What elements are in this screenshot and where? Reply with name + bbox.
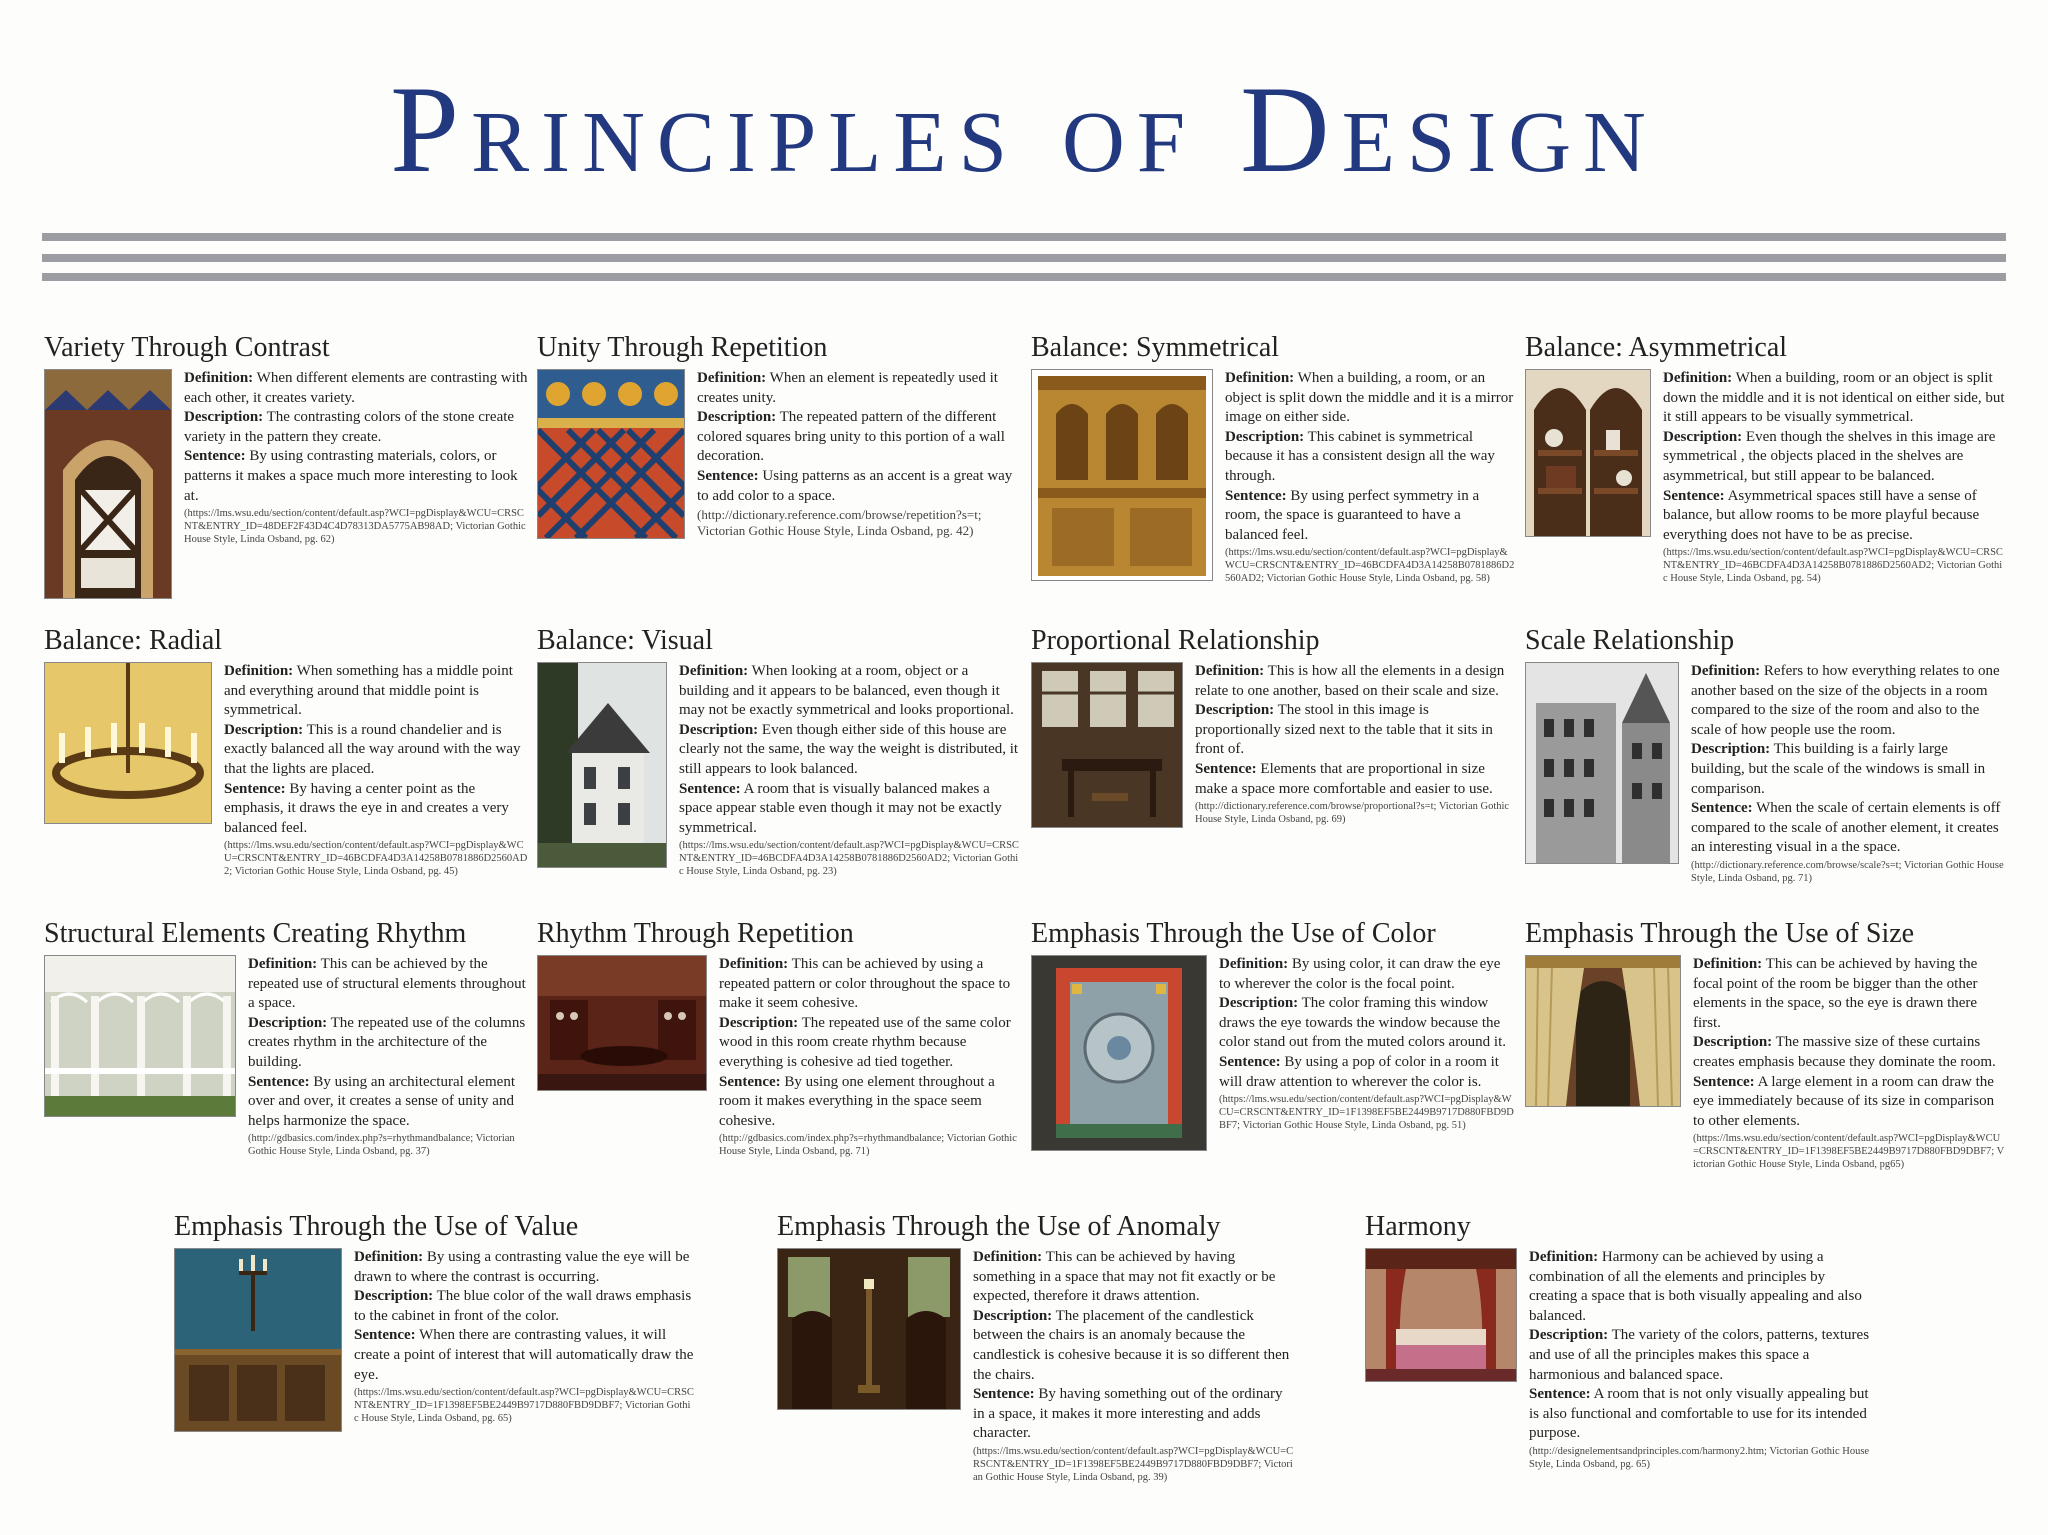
section-heading: Balance: Asymmetrical [1525,332,1788,363]
section-heading: Balance: Radial [44,625,223,656]
section-heading: Emphasis Through the Use of Value [174,1211,579,1242]
definition-text: By using a contrasting value the eye will be drawn to where the contrast is occurring. [354,1249,690,1285]
title-rule-top [42,233,2006,241]
definition-text: This can be achieved by having the focal point of the room be bigger than the other elements in the space, so the eye is drawn there first. [1693,956,1978,1031]
section-heading: Harmony [1365,1211,1471,1242]
large-curtains-photo [1525,955,1681,1107]
definition-text: Refers to how everything relates to one another based on the size of the objects in a room compared to the size of the room and also to the scale of how people use the room. [1691,663,2000,738]
large-building-photo [1525,662,1679,864]
section-heading: Balance: Symmetrical [1031,332,1280,363]
section-heading: Emphasis Through the Use of Anomaly [777,1211,1221,1242]
definition-text: This can be achieved by having something in a space that may not fit exactly or be expected, therefore it draws attention. [973,1249,1276,1305]
sentence-text: By using contrasting materials, colors, or patterns it makes a space much more interesting to look at. [184,448,518,504]
definition-text: When a building, room or an object is split down the middle and it is not identical on either side, but it still appears to be visually symmetrical. [1663,370,2005,426]
citation: (https://lms.wsu.edu/section/content/default.asp?WCI=pgDisplay&WCU=CRSCNT&ENTRY_ID=1F1398EF5BE2449B9717D880FBD9DBF7; Victorian Gothic House Style, Linda Osband, pg. 51) [1219,1094,1514,1132]
citation: (http://dictionary.reference.com/browse/repetition?s=t; Victorian Gothic House Style, Linda Osband, pg. 42) [697,507,982,539]
sentence-text: By having something out of the ordinary in a space, it makes it more interesting and adds character. [973,1386,1283,1442]
section-balance-visual: Balance: Visual Definition: When looking at a room, object or a building and it appears to be balanced, even though it may not be exactly symmetrical and looks proportional. Description: Even though either side of this house are clearly not the same, the way the weight is distributed, it still appears to look balanced. Sentence: A room that is visually balanced makes a space appear stable even though it may not be exactly symmetrical. (https://lms.wsu.edu/section/content/default.asp?WCI=pgDisplay&WCU=CRSCNT&ENTRY_ID=46BCDFA4D3A14258B0781886D2560AD2; Victorian Gothic House Style, Linda Osband, pg. 23) [537,624,1021,878]
sentence-text: Asymmetrical spaces still have a sense of balance, but allow rooms to be more playful because everything does not have to be as precise. [1663,487,1980,543]
section-structural-elements-creating-rhythm: Structural Elements Creating Rhythm Definition: This can be achieved by the repeated use of structural elements throughout a space. Description: The repeated use of the columns creates rhythm in the architecture of the building. Sentence: By using an architectural element over and over, it creates a sense of unity and helps harmonize the space. (http://gdbasics.com/index.php?s=rhythmandbalance; Victorian Gothic House Style, Linda Osband, pg. 37) [44,917,528,1158]
blue-wall-cabinet-photo [174,1248,342,1432]
definition-text: This is how all the elements in a design relate to one another, based on their scale and size. [1195,663,1505,699]
description-text: The massive size of these curtains creates emphasis because they dominate the room. [1693,1034,1996,1070]
description-text: This is a round chandelier and is exactly balanced all the way around with the way that the lights are placed. [224,721,521,777]
victorian-house-photo [537,662,667,868]
section-harmony: Harmony Definition: Harmony can be achieved by using a combination of all the elements and principles by creating a space that is both visually appealing and also balanced. Description: The variety of the colors, patterns, textures and use of all the principles makes this space a harmonious and balanced space. Sentence: A room that is not only visually appealing but is also functional and comfortable to use for its intended purpose. (http://designelementsandprinciples.com/harmony2.htm; Victorian Gothic House Style, Linda Osband, pg. 65) [1365,1210,1875,1471]
citation: (http://gdbasics.com/index.php?s=rhythmandbalance; Victorian Gothic House Style, Linda Osband, pg. 37) [248,1133,515,1158]
citation: (https://lms.wsu.edu/section/content/default.asp?WCI=pgDisplay&WCU=CRSCNT&ENTRY_ID=46BCDFA4D3A14258B0781886D2560AD2; Victorian Gothic House Style, Linda Osband, pg. 58) [1225,547,1515,585]
title-rule-middle [42,254,2006,262]
section-variety-through-contrast: Variety Through Contrast Definition: When different elements are contrasting with each other, it creates variety. Description: The contrasting colors of the stone create variety in the pattern they create. Sentence: By using contrasting materials, colors, or patterns it makes a space much more interesting to look at. (https://lms.wsu.edu/section/content/default.asp?WCI=pgDisplay&WCU=CRSCNT&ENTRY_ID=48DEF2F43D4C4D78313DA5775AB98AD; Victorian Gothic House Style, Linda Osband, pg. 62) [44,331,528,599]
section-emphasis-through-color: Emphasis Through the Use of Color Definition: By using color, it can draw the eye to wherever the color is the focal point. Description: The color framing this window draws the eye towards the window because the color stand out from the muted colors around it. Sentence: By using a pop of color in a room it will draw attention to wherever the color is. (https://lms.wsu.edu/section/content/default.asp?WCI=pgDisplay&WCU=CRSCNT&ENTRY_ID=1F1398EF5BE2449B9717D880FBD9DBF7; Victorian Gothic House Style, Linda Osband, pg. 51) [1031,917,1515,1151]
title-rule-bottom [42,273,2006,281]
section-proportional-relationship: Proportional Relationship Definition: This is how all the elements in a design relate to one another, based on their scale and size. Description: The stool in this image is proportionally sized next to the table that it sits in front of. Sentence: Elements that are proportional in size make a space more comfortable and easier to use. (http://dictionary.reference.com/browse/proportional?s=t; Victorian Gothic House Style, Linda Osband, pg. 69) [1031,624,1515,828]
section-emphasis-through-anomaly: Emphasis Through the Use of Anomaly Definition: This can be achieved by having something in a space that may not fit exactly or be expected, therefore it draws attention. Description: The placement of the candlestick between the chairs is an anomaly because the candlestick is cohesive because it is so different then the chairs. Sentence: By having something out of the ordinary in a space, it makes it more interesting and adds character. (https://lms.wsu.edu/section/content/default.asp?WCI=pgDisplay&WCU=CRSCNT&ENTRY_ID=1F1398EF5BE2449B9717D880FBD9DBF7; Victorian Gothic House Style, Linda Osband, pg. 39) [777,1210,1297,1484]
definition-text: When different elements are contrasting with each other, it creates variety. [184,370,528,406]
section-emphasis-through-value: Emphasis Through the Use of Value Definition: By using a contrasting value the eye will be drawn to where the contrast is occurring. Description: The blue color of the wall draws emphasis to the cabinet in front of the color. Sentence: When there are contrasting values, it will create a point of interest that will automatically draw the eye. (https://lms.wsu.edu/section/content/default.asp?WCI=pgDisplay&WCU=CRSCNT&ENTRY_ID=1F1398EF5BE2449B9717D880FBD9DBF7; Victorian Gothic House Style, Linda Osband, pg. 65) [174,1210,694,1432]
section-heading: Emphasis Through the Use of Color [1031,918,1436,949]
description-text: This building is a fairly large building, but the scale of the windows is small in comparison. [1691,741,1986,797]
sentence-text: Elements that are proportional in size make a space more comfortable and easier to use. [1195,760,1493,797]
definition-text: When an element is repeatedly used it creates unity. [697,370,998,406]
candlestick-chairs-photo [777,1248,961,1410]
definition-text: When a building, a room, or an object is split down the middle and it is a mirror image on either side. [1225,370,1514,426]
sentence-text: By having a center point as the emphasis, it draws the eye in and creates a very balanced feel. [224,780,509,836]
sentence-text: Using patterns as an accent is a great way to add color to a space. [697,467,1013,504]
sentence-text: When the scale of certain elements is off compared to the scale of another element, it creates an interesting visual in a the space. [1691,800,2001,856]
citation: (https://lms.wsu.edu/section/content/default.asp?WCI=pgDisplay&WCU=CRSCNT&ENTRY_ID=1F1398EF5BE2449B9717D880FBD9DBF7; Victorian Gothic House Style, Linda Osband, pg. 65) [354,1387,694,1425]
section-heading: Balance: Visual [537,625,713,656]
section-heading: Emphasis Through the Use of Size [1525,918,1915,949]
section-heading: Variety Through Contrast [44,332,330,363]
citation: (https://lms.wsu.edu/section/content/default.asp?WCI=pgDisplay&WCU=CRSCNT&ENTRY_ID=48DEF2F43D4C4D78313DA5775AB98AD; Victorian Gothic House Style, Linda Osband, pg. 62) [184,508,526,546]
description-text: The repeated use of the same color wood in this room create rhythm because everything is cohesive ad tied together. [719,1014,1011,1070]
description-text: The variety of the colors, patterns, textures and use of all the principles makes this space a harmonious and balanced space. [1529,1327,1870,1383]
page-title: Principles of Design [390,61,1658,198]
definition-text: This can be achieved by using a repeated pattern or color throughout the space to make it seem cohesive. [719,956,1011,1012]
section-scale-relationship: Scale Relationship Definition: Refers to how everything relates to one another based on the size of the objects in a room compared to the size of the room and also to the scale of how people use the room. Description: This building is a fairly large building, but the scale of the windows is small in comparison. Sentence: When the scale of certain elements is off compared to the scale of another element, it creates an interesting visual in a the space. (http://dictionary.reference.com/browse/scale?s=t; Victorian Gothic House Style, Linda Osband, pg. 71) [1525,625,2004,884]
section-heading: Rhythm Through Repetition [537,918,854,949]
citation: (http://gdbasics.com/index.php?s=rhythmandbalance; Victorian Gothic House Style, Linda Osband, pg. 71) [719,1133,1017,1158]
description-text: The repeated pattern of the different colored squares bring unity to this portion of a wall decoration. [697,409,1005,465]
gothic-door-photo [44,369,172,599]
citation: (http://dictionary.reference.com/browse/scale?s=t; Victorian Gothic House Style, Linda Osband, pg. 71) [1691,859,2004,884]
citation: (https://lms.wsu.edu/section/content/default.asp?WCI=pgDisplay&WCU=CRSCNT&ENTRY_ID=46BCDFA4D3A14258B0781886D2560AD2; Victorian Gothic House Style, Linda Osband, pg. 45) [224,840,528,878]
description-text: The stool in this image is proportionally sized next to the table that it sits in front of. [1195,702,1493,758]
citation: (https://lms.wsu.edu/section/content/default.asp?WCI=pgDisplay&WCU=CRSCNT&ENTRY_ID=46BCDFA4D3A14258B0781886D2560AD2; Victorian Gothic House Style, Linda Osband, pg. 54) [1663,547,2003,585]
description-text: The repeated use of the columns creates rhythm in the architecture of the building. [248,1014,526,1070]
symmetrical-cabinet-photo [1031,369,1213,581]
section-emphasis-through-size: Emphasis Through the Use of Size Definition: This can be achieved by having the focal point of the room be bigger than the other elements in the space, so the eye is drawn there first. Description: The massive size of these curtains creates emphasis because they dominate the room. Sentence: A large element in a room can draw the eye immediately because of its size in comparison to other elements. (https://lms.wsu.edu/section/content/default.asp?WCI=pgDisplay&WCU=CRSCNT&ENTRY_ID=1F1398EF5BE2449B9717D880FBD9DBF7; Victorian Gothic House Style, Linda Osband, pg65) [1525,918,2005,1171]
citation: (https://lms.wsu.edu/section/content/default.asp?WCI=pgDisplay&WCU=CRSCNT&ENTRY_ID=1F1398EF5BE2449B9717D880FBD9DBF7; Victorian Gothic House Style, Linda Osband, pg. 39) [973,1445,1294,1483]
definition-text: When something has a middle point and everything around that middle point is symmetrical. [224,663,513,719]
sentence-text: A room that is visually balanced makes a space appear stable even though it may not be exactly symmetrical. [679,780,1002,836]
section-heading: Structural Elements Creating Rhythm [44,918,467,949]
description-text: The placement of the candlestick between the chairs is an anomaly because the candlestick is cohesive because it is so different then the chairs. [973,1307,1290,1383]
canopy-bedroom-photo [1365,1248,1517,1382]
stained-glass-window-photo [1031,955,1207,1151]
patterned-wall-decoration-photo [537,369,685,539]
section-unity-through-repetition: Unity Through Repetition Definition: When an element is repeatedly used it creates unity. Description: The repeated pattern of the different colored squares bring unity to this portion of a wall decoration. Sentence: Using patterns as an accent is a great way to add color to a space. (http://dictionary.reference.com/browse/repetition?s=t; Victorian Gothic House Style, Linda Osband, pg. 42) [537,331,1021,539]
stool-and-table-photo [1031,662,1183,828]
description-text: The contrasting colors of the stone create variety in the pattern they create. [184,409,515,445]
description-text: The blue color of the wall draws emphasis to the cabinet in front of the color. [354,1288,692,1324]
section-balance-radial: Balance: Radial Definition: When something has a middle point and everything around that middle point is symmetrical. Description: This is a round chandelier and is exactly balanced all the way around with the way that the lights are placed. Sentence: By having a center point as the emphasis, it draws the eye in and creates a very balanced feel. (https://lms.wsu.edu/section/content/default.asp?WCI=pgDisplay&WCU=CRSCNT&ENTRY_ID=46BCDFA4D3A14258B0781886D2560AD2; Victorian Gothic House Style, Linda Osband, pg. 45) [44,625,528,878]
wood-dining-room-photo [537,955,707,1091]
citation: (https://lms.wsu.edu/section/content/default.asp?WCI=pgDisplay&WCU=CRSCNT&ENTRY_ID=1F1398EF5BE2449B9717D880FBD9DBF7; Victorian Gothic House Style, Linda Osband, pg65) [1693,1133,2005,1171]
definition-text: By using color, it can draw the eye to wherever the color is the focal point. [1219,956,1501,992]
section-heading: Proportional Relationship [1031,625,1320,656]
porch-columns-photo [44,955,236,1117]
sentence-text: By using one element throughout a room it makes everything in the space seem cohesive. [719,1073,995,1129]
section-heading: Scale Relationship [1525,625,1735,656]
definition-text: When looking at a room, object or a building and it appears to be balanced, even though it may not be exactly symmetrical and looks proportional. [679,663,1014,719]
description-text: Even though either side of this house are clearly not the same, the way the weight is distributed, it still appears to look balanced. [679,721,1019,777]
sentence-text: A room that is not only visually appealing but is also functional and comfortable to use for its intended purpose. [1529,1386,1869,1442]
sentence-text: By using perfect symmetry in a room, the space is guaranteed to have a balanced feel. [1225,487,1480,543]
description-text: The color framing this window draws the eye towards the window because the color stand out from the muted colors around it. [1219,995,1507,1051]
citation: (http://dictionary.reference.com/browse/proportional?s=t; Victorian Gothic House Style, Linda Osband, pg. 69) [1195,801,1510,826]
gothic-shelves-photo [1525,369,1651,537]
section-rhythm-through-repetition: Rhythm Through Repetition Definition: This can be achieved by using a repeated pattern or color throughout the space to make it seem cohesive. Description: The repeated use of the same color wood in this room create rhythm because everything is cohesive ad tied together. Sentence: By using one element throughout a room it makes everything in the space seem cohesive. (http://gdbasics.com/index.php?s=rhythmandbalance; Victorian Gothic House Style, Linda Osband, pg. 71) [537,917,1021,1158]
definition-text: This can be achieved by the repeated use of structural elements throughout a space. [248,956,526,1012]
description-text: This cabinet is symmetrical because it has a consistent design all the way through. [1225,428,1495,484]
definition-text: Harmony can be achieved by using a combination of all the elements and principles by creating a space that is both visually appealing and also balanced. [1529,1249,1862,1324]
description-text: Even though the shelves in this image are symmetrical , the objects placed in the shelves are asymmetrical, but still appear to be balanced. [1663,428,1996,484]
citation: (https://lms.wsu.edu/section/content/default.asp?WCI=pgDisplay&WCU=CRSCNT&ENTRY_ID=46BCDFA4D3A14258B0781886D2560AD2; Victorian Gothic House Style, Linda Osband, pg. 23) [679,840,1019,878]
sentence-text: When there are contrasting values, it will create a point of interest that will automatically draw the eye. [354,1327,694,1383]
sentence-text: By using a pop of color in a room it will draw attention to wherever the color is. [1219,1053,1499,1090]
sentence-text: By using an architectural element over and over, it creates a sense of unity and helps harmonize the space. [248,1073,515,1129]
sentence-text: A large element in a room can draw the eye immediately because of its size in comparison to other elements. [1693,1073,1995,1129]
chandelier-photo [44,662,212,824]
section-heading: Unity Through Repetition [537,332,828,363]
section-balance-symmetrical: Balance: Symmetrical Definition: When a building, a room, or an object is split down the middle and it is a mirror image on either side. Description: This cabinet is symmetrical because it has a consistent design all the way through. Sentence: By using perfect symmetry in a room, the space is guaranteed to have a balanced feel. (https://lms.wsu.edu/section/content/default.asp?WCI=pgDisplay&WCU=CRSCNT&ENTRY_ID=46BCDFA4D3A14258B0781886D2560AD2; Victorian Gothic House Style, Linda Osband, pg. 58) [1031,332,1515,585]
section-balance-asymmetrical: Balance: Asymmetrical Definition: When a building, room or an object is split down the middle and it is not identical on either side, but it still appears to be visually symmetrical. Description: Even though the shelves in this image are symmetrical , the objects placed in the shelves are asymmetrical, but still appear to be balanced. Sentence: Asymmetrical spaces still have a sense of balance, but allow rooms to be more playful because everything does not have to be as precise. (https://lms.wsu.edu/section/content/default.asp?WCI=pgDisplay&WCU=CRSCNT&ENTRY_ID=46BCDFA4D3A14258B0781886D2560AD2; Victorian Gothic House Style, Linda Osband, pg. 54) [1525,332,2005,585]
citation: (http://designelementsandprinciples.com/harmony2.htm; Victorian Gothic House Style, Linda Osband, pg. 65) [1529,1445,1870,1470]
